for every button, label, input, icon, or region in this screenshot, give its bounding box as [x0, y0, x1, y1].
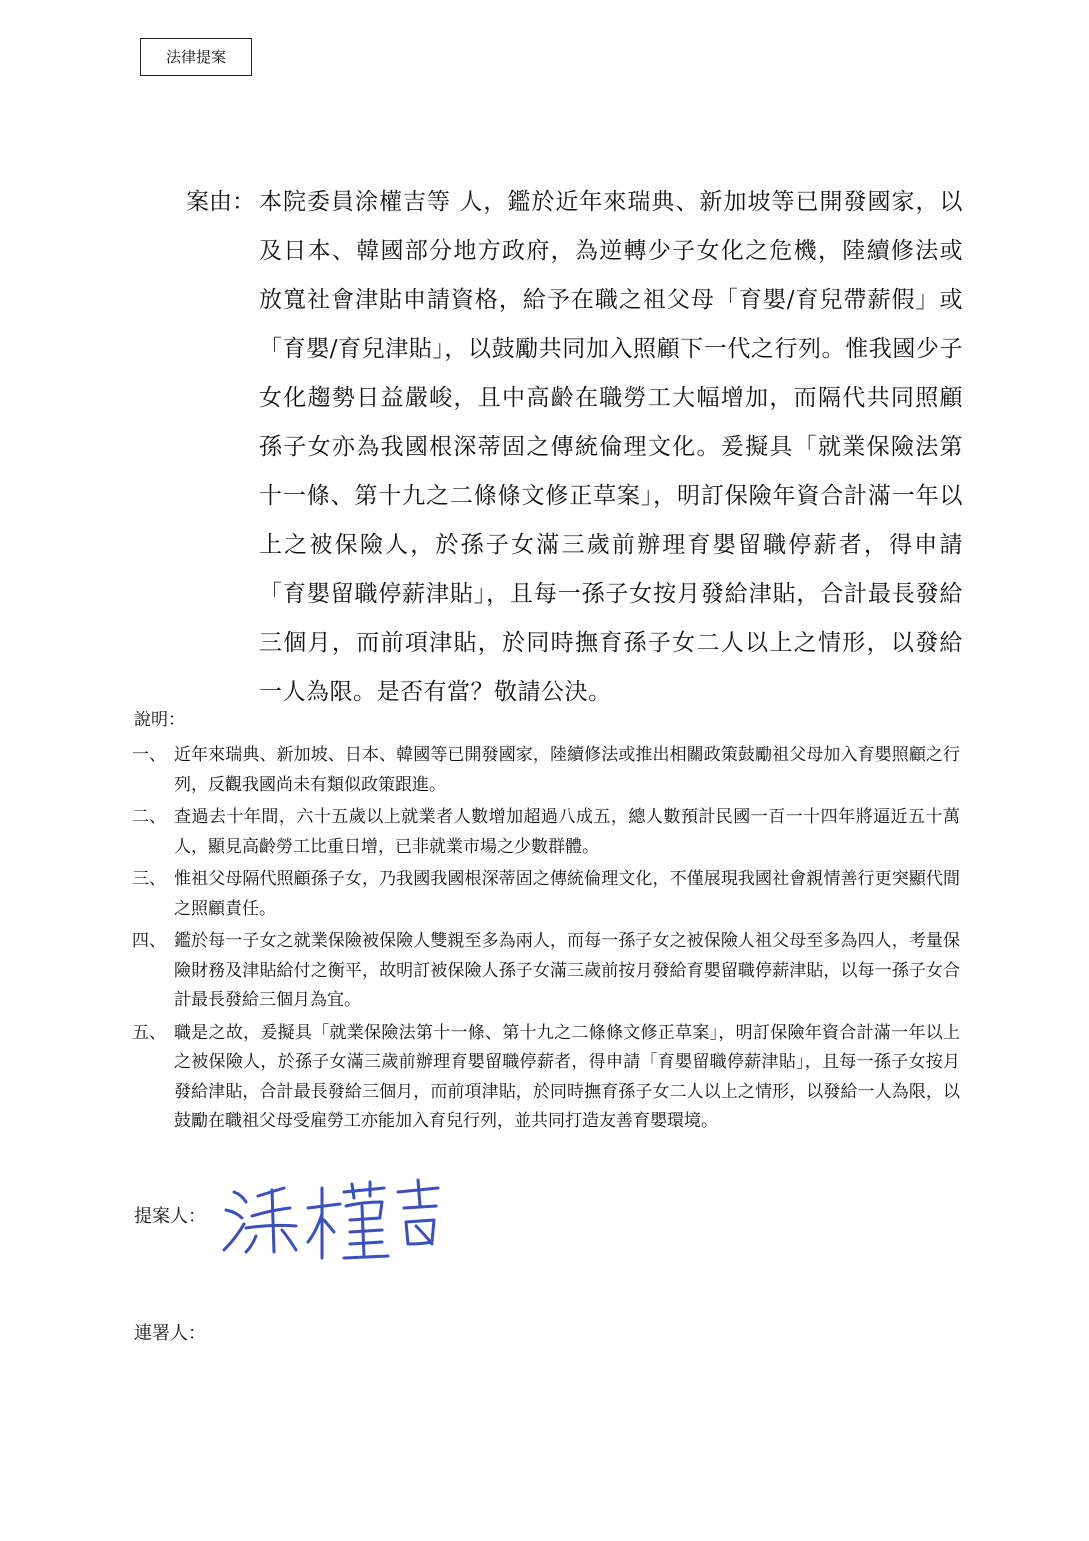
item-number: 二、: [132, 807, 166, 827]
case-label: 案由：: [186, 189, 255, 215]
item-number: 四、: [132, 931, 166, 951]
explanation-item: [132, 803, 960, 862]
cosigner-label: 連署人：: [134, 1323, 206, 1344]
item-text: 職是之故，爰擬具「就業保險法第十一條、第十九之二條條文修正草案」，明訂保險年資合計滿一年以上之被保險人，於孫子女滿三歲前辦理育嬰留職停薪者，得申請「育嬰留職停薪津貼」，且每一孫子女按月發給津貼，合計最長發給三個月，而前項津貼，於同時撫育孫子女二人以上之情形，以發給一人為限，以鼓勵在職祖父母受雇勞工亦能加入育兒行列，並共同打造友善育嬰環境。: [174, 1022, 960, 1131]
item-number: 一、: [132, 745, 166, 765]
case-text: 本院委員涂權吉等 人，鑑於近年來瑞典、新加坡等已開發國家，以及日本、韓國部分地方政府，為逆轉少子女化之危機，陸續修法或放寬社會津貼申請資格，給予在職之祖父母「育嬰/育兒帶薪假」或「育嬰/育兒津貼」，以鼓勵共同加入照顧下一代之行列。惟我國少子女化趨勢日益嚴峻，且中高齡在職勞工大幅增加，而隔代共同照顧孫子女亦為我國根深蒂固之傳統倫理文化。爰擬具「就業保險法第十一條、第十九之二條條文修正草案」，明訂保險年資合計滿一年以上之被保險人，於孫子女滿三歲前辦理育嬰留職停薪者，得申請「育嬰留職停薪津貼」，且每一孫子女按月發給津貼，合計最長發給三個月，而前項津貼，於同時撫育孫子女二人以上之情形，以發給一人為限。是否有當？敬請公決。: [259, 189, 963, 705]
explanation-item: [132, 865, 960, 924]
item-number: 三、: [132, 869, 166, 889]
item-text: 惟祖父母隔代照顧孫子女，乃我國我國根深蒂固之傳統倫理文化，不僅展現我國社會親情善行更突顯代間之照顧責任。: [174, 869, 960, 919]
handwritten-signature: [212, 1170, 460, 1270]
item-text: 鑑於每一子女之就業保險被保險人雙親至多為兩人，而每一孫子女之被保險人祖父母至多為四人，考量保險財務及津貼給付之衡平，故明訂被保險人孫子女滿三歲前按月發給育嬰留職停薪津貼，以每一孫子女合計最長發給三個月為宜。: [174, 931, 960, 1010]
explanation-item: [132, 927, 960, 1016]
item-text: 查過去十年間，六十五歲以上就業者人數增加超過八成五，總人數預計民國一百一十四年將逼近五十萬人，顯見高齡勞工比重日增，已非就業市場之少數群體。: [174, 807, 960, 857]
explanation-label: 說明：: [134, 710, 185, 730]
explanation-item: [132, 741, 960, 800]
category-label: 法律提案: [140, 38, 252, 76]
explanation-item: [132, 1019, 960, 1137]
item-number: 五、: [132, 1022, 166, 1043]
proposer-label: 提案人：: [134, 1206, 206, 1227]
explanation-list: [132, 741, 960, 1140]
item-text: 近年來瑞典、新加坡、日本、韓國等已開發國家，陸續修法或推出相關政策鼓勵祖父母加入育嬰照顧之行列，反觀我國尚未有類似政策跟進。: [174, 745, 960, 795]
